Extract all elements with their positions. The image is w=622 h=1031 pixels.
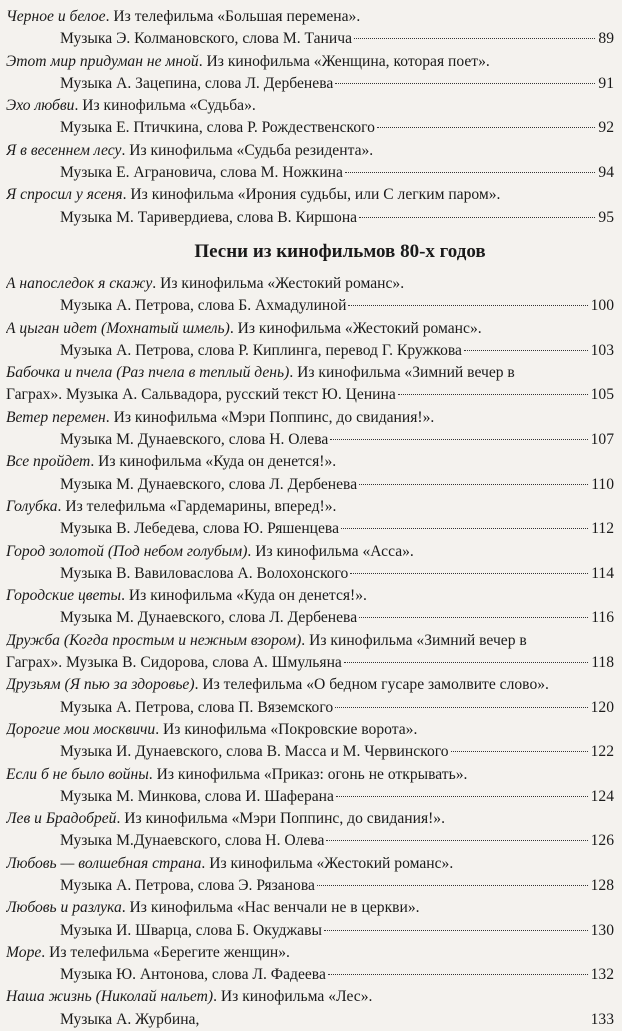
source-note: . Из кинофильма «Судьба». — [74, 97, 256, 115]
song-title: Дорогие мои москвичи — [6, 720, 156, 738]
dot-leader — [354, 38, 595, 39]
credit-text: Музыка М. Дунаевского, слова Л. Дербенева — [60, 475, 358, 493]
song-title: Я спросил у ясеня — [6, 186, 123, 204]
credit-line — [6, 607, 614, 629]
toc-entry — [6, 273, 614, 318]
credit-text: Гаграх». Музыка В. Сидорова, слова А. Шмульяна — [6, 654, 342, 672]
entry-title-line — [6, 764, 614, 786]
entry-title-line — [6, 853, 614, 875]
source-note: . Из кинофильма «Мэри Поппинс, до свидания!». — [116, 810, 446, 828]
page-number: 94 — [598, 164, 614, 182]
song-title: Все пройдет — [6, 453, 91, 471]
dot-leader — [464, 350, 588, 351]
dot-leader — [326, 840, 587, 841]
credit-line — [6, 384, 614, 406]
credit-line — [6, 830, 614, 852]
entry-title-line — [6, 630, 614, 652]
toc-entry — [6, 140, 614, 185]
source-note: . Из кинофильма «Судьба резидента». — [121, 141, 374, 159]
page-number: 133 — [590, 1010, 614, 1028]
toc-entry — [6, 541, 614, 586]
credit-text: Музыка М. Дунаевского, слова Л. Дербенева — [60, 609, 358, 627]
source-note: . Из кинофильма «Ирония судьбы, или С легким паром». — [122, 186, 501, 204]
page-number: 128 — [590, 876, 614, 894]
credit-text: Музыка М. Таривердиева, слова В. Киршона — [60, 208, 358, 226]
source-note: . Из кинофильма «Зимний вечер в — [289, 364, 515, 382]
song-title: Этот мир придуман не мной — [6, 52, 199, 70]
source-note: . Из кинофильма «Асса». — [247, 542, 414, 560]
page-number: 132 — [590, 966, 614, 984]
source-note: . Из кинофильма «Жестокий романс». — [201, 854, 454, 872]
entry-title-line — [6, 318, 614, 340]
credit-text: Музыка В. Вавиловаслова А. Волохонского — [60, 564, 349, 582]
dot-leader — [330, 439, 587, 440]
page-number: 126 — [590, 832, 614, 850]
credit-line — [6, 340, 614, 362]
dot-leader — [201, 1019, 587, 1020]
entry-title-line — [6, 986, 614, 1008]
credit-text: Музыка А. Петрова, слова П. Вяземского — [60, 698, 334, 716]
entry-title-line — [6, 541, 614, 563]
source-note: . Из кинофильма «Лес». — [213, 988, 373, 1006]
dot-leader — [335, 707, 587, 708]
song-title: Эхо любви — [6, 97, 75, 115]
credit-text: Музыка Э. Колмановского, слова М. Танича — [60, 30, 353, 48]
source-note: . Из кинофильма «Нас венчали не в церкви». — [121, 899, 420, 917]
toc-entry — [6, 95, 614, 140]
source-note: . Из кинофильма «Женщина, которая поет». — [198, 52, 490, 70]
credit-line — [6, 964, 614, 986]
credit-line — [6, 786, 614, 808]
entry-title-line — [6, 942, 614, 964]
song-title: А напоследок я скажу — [6, 274, 153, 292]
toc-entry — [6, 764, 614, 809]
source-note: . Из телефильма «Большая перемена». — [105, 8, 361, 25]
credit-text: Музыка А. Зацепина, слова Л. Дербенева — [60, 74, 334, 92]
song-title: Любовь и разлука — [6, 899, 122, 917]
dot-leader — [398, 394, 588, 395]
credit-line — [6, 875, 614, 897]
toc-entry — [6, 407, 614, 452]
song-title: Наша жизнь (Николай нальет) — [6, 988, 214, 1006]
toc-entry — [6, 318, 614, 363]
toc-entry — [6, 986, 614, 1031]
page-number: 92 — [598, 119, 614, 137]
credit-text: Музыка И. Дунаевского, слова В. Масса и М. Червинского — [60, 743, 449, 761]
source-note: . Из кинофильма «Жестокий романс». — [229, 319, 482, 337]
song-title: Дружба (Когда простым и нежным взором) — [6, 631, 302, 649]
credit-text: Музыка Ю. Антонова, слова Л. Фадеева — [60, 966, 326, 984]
song-title: Ветер перемен — [6, 408, 106, 426]
song-title: Я в весеннем лесу — [6, 141, 122, 159]
entry-title-line — [6, 362, 614, 384]
entry-title-line — [6, 719, 614, 741]
page-number: 91 — [598, 74, 614, 92]
page-number: 118 — [591, 654, 614, 672]
toc-entry — [6, 630, 614, 675]
toc-entry — [6, 184, 614, 229]
source-note: . Из телефильма «О бедном гусаре замолвите слово». — [194, 676, 549, 694]
toc-entry — [6, 451, 614, 496]
toc-entry — [6, 897, 614, 942]
credit-line — [6, 162, 614, 184]
dot-leader — [350, 573, 588, 574]
source-note: . Из кинофильма «Жестокий романс». — [152, 274, 405, 292]
credit-text: Музыка В. Лебедева, слова Ю. Ряшенцева — [60, 520, 340, 538]
toc-entry — [6, 51, 614, 96]
credit-line — [6, 429, 614, 451]
source-note: . Из кинофильма «Покровские ворота». — [155, 720, 418, 738]
credit-text: Музыка И. Шварца, слова Б. Окуджавы — [60, 921, 322, 939]
dot-leader — [359, 217, 595, 218]
toc-entry — [6, 6, 614, 51]
credit-line — [6, 117, 614, 139]
dot-leader — [451, 751, 588, 752]
page-number: 89 — [598, 30, 614, 48]
entry-title-line — [6, 496, 614, 518]
page-number: 130 — [590, 921, 614, 939]
toc-entry — [6, 942, 614, 987]
page-number: 103 — [590, 341, 614, 359]
page-number: 114 — [591, 564, 614, 582]
dot-leader — [335, 83, 595, 84]
song-title: Город золотой (Под небом голубым) — [6, 542, 248, 560]
entry-title-line — [6, 585, 614, 607]
credit-text: Музыка А. Петрова, слова Р. Киплинга, перевод Г. Кружкова — [60, 341, 462, 359]
song-title: Черное и белое — [6, 8, 106, 25]
dot-leader — [377, 127, 595, 128]
toc-entry — [6, 674, 614, 719]
page-number: 100 — [590, 297, 614, 315]
credit-text: Музыка М. Минкова, слова И. Шаферана — [60, 787, 334, 805]
page-number: 112 — [591, 520, 614, 538]
credit-line — [6, 474, 614, 496]
page-number: 124 — [590, 787, 614, 805]
credit-line — [6, 697, 614, 719]
song-title: Городские цветы — [6, 587, 122, 605]
dot-leader — [359, 484, 588, 485]
dot-leader — [359, 617, 588, 618]
dot-leader — [328, 974, 588, 975]
source-note: . Из кинофильма «Куда он денется!». — [121, 587, 367, 605]
credit-text: Музыка А. Петрова, слова Э. Рязанова — [60, 876, 315, 894]
source-note: . Из телефильма «Гардемарины, вперед!». — [57, 497, 337, 515]
dot-leader — [324, 930, 588, 931]
toc-entry — [6, 496, 614, 541]
credit-line — [6, 563, 614, 585]
entry-title-line — [6, 273, 614, 295]
section-heading: Песни из кинофильмов 80-х годов — [194, 240, 486, 262]
song-title: Лев и Брадобрей — [6, 810, 117, 828]
credit-text: Музыка Е. Аграновича, слова М. Ножкина — [60, 164, 343, 182]
credit-line — [6, 1009, 614, 1031]
entry-title-line — [6, 897, 614, 919]
credit-text: Гаграх». Музыка А. Сальвадора, русский текст Ю. Ценина — [6, 386, 396, 404]
song-title: Любовь — волшебная страна — [6, 854, 202, 872]
credit-text: Музыка М. Дунаевского, слова Н. Олева — [60, 431, 329, 449]
entry-title-line — [6, 407, 614, 429]
credit-line — [6, 741, 614, 763]
page-number: 107 — [590, 431, 614, 449]
toc-entry — [6, 853, 614, 898]
page-number: 120 — [590, 698, 614, 716]
toc-entry — [6, 362, 614, 407]
song-title: Если б не было войны — [6, 765, 149, 783]
toc-entry — [6, 585, 614, 630]
credit-text: Музыка М.Дунаевского, слова Н. Олева — [60, 832, 325, 850]
dot-leader — [345, 172, 595, 173]
credit-line — [6, 295, 614, 317]
dot-leader — [317, 885, 588, 886]
entry-title-line — [6, 184, 614, 206]
credit-line — [6, 652, 614, 674]
song-title: Море — [6, 943, 42, 961]
dot-leader — [341, 528, 588, 529]
page-number: 105 — [590, 386, 614, 404]
entry-title-line — [6, 140, 614, 162]
credit-line — [6, 207, 614, 229]
entry-title-line — [6, 674, 614, 696]
song-title: Голубка — [6, 497, 58, 515]
page-number: 95 — [598, 208, 614, 226]
entry-title-line — [6, 6, 614, 28]
source-note: . Из кинофильма «Зимний вечер в — [301, 631, 527, 649]
page-number: 116 — [591, 609, 614, 627]
entry-title-line — [6, 451, 614, 473]
entry-title-line — [6, 95, 614, 117]
page-number: 122 — [590, 743, 614, 761]
credit-line — [6, 73, 614, 95]
source-note: . Из телефильма «Берегите женщин». — [41, 943, 290, 961]
entry-title-line — [6, 51, 614, 73]
page-number: 110 — [591, 475, 614, 493]
credit-text: Музыка А. Петрова, слова Б. Ахмадулиной — [60, 297, 347, 315]
credit-line — [6, 28, 614, 50]
credit-text: Музыка Е. Птичкина, слова Р. Рождественского — [60, 119, 375, 137]
credit-line — [6, 920, 614, 942]
credit-text: Музыка А. Журбина, — [60, 1010, 200, 1028]
song-title: А цыган идет (Мохнатый шмель) — [6, 319, 230, 337]
song-title: Друзьям (Я пью за здоровье) — [6, 676, 195, 694]
credit-line — [6, 518, 614, 540]
source-note: . Из кинофильма «Приказ: огонь не открывать». — [148, 765, 468, 783]
entry-title-line — [6, 808, 614, 830]
song-title: Бабочка и пчела (Раз пчела в теплый день) — [6, 364, 290, 382]
toc-entry — [6, 808, 614, 853]
dot-leader — [344, 662, 588, 663]
toc-entry — [6, 719, 614, 764]
dot-leader — [348, 305, 587, 306]
source-note: . Из кинофильма «Куда он денется!». — [90, 453, 337, 471]
source-note: . Из кинофильма «Мэри Поппинс, до свидания!». — [105, 408, 435, 426]
dot-leader — [336, 796, 588, 797]
